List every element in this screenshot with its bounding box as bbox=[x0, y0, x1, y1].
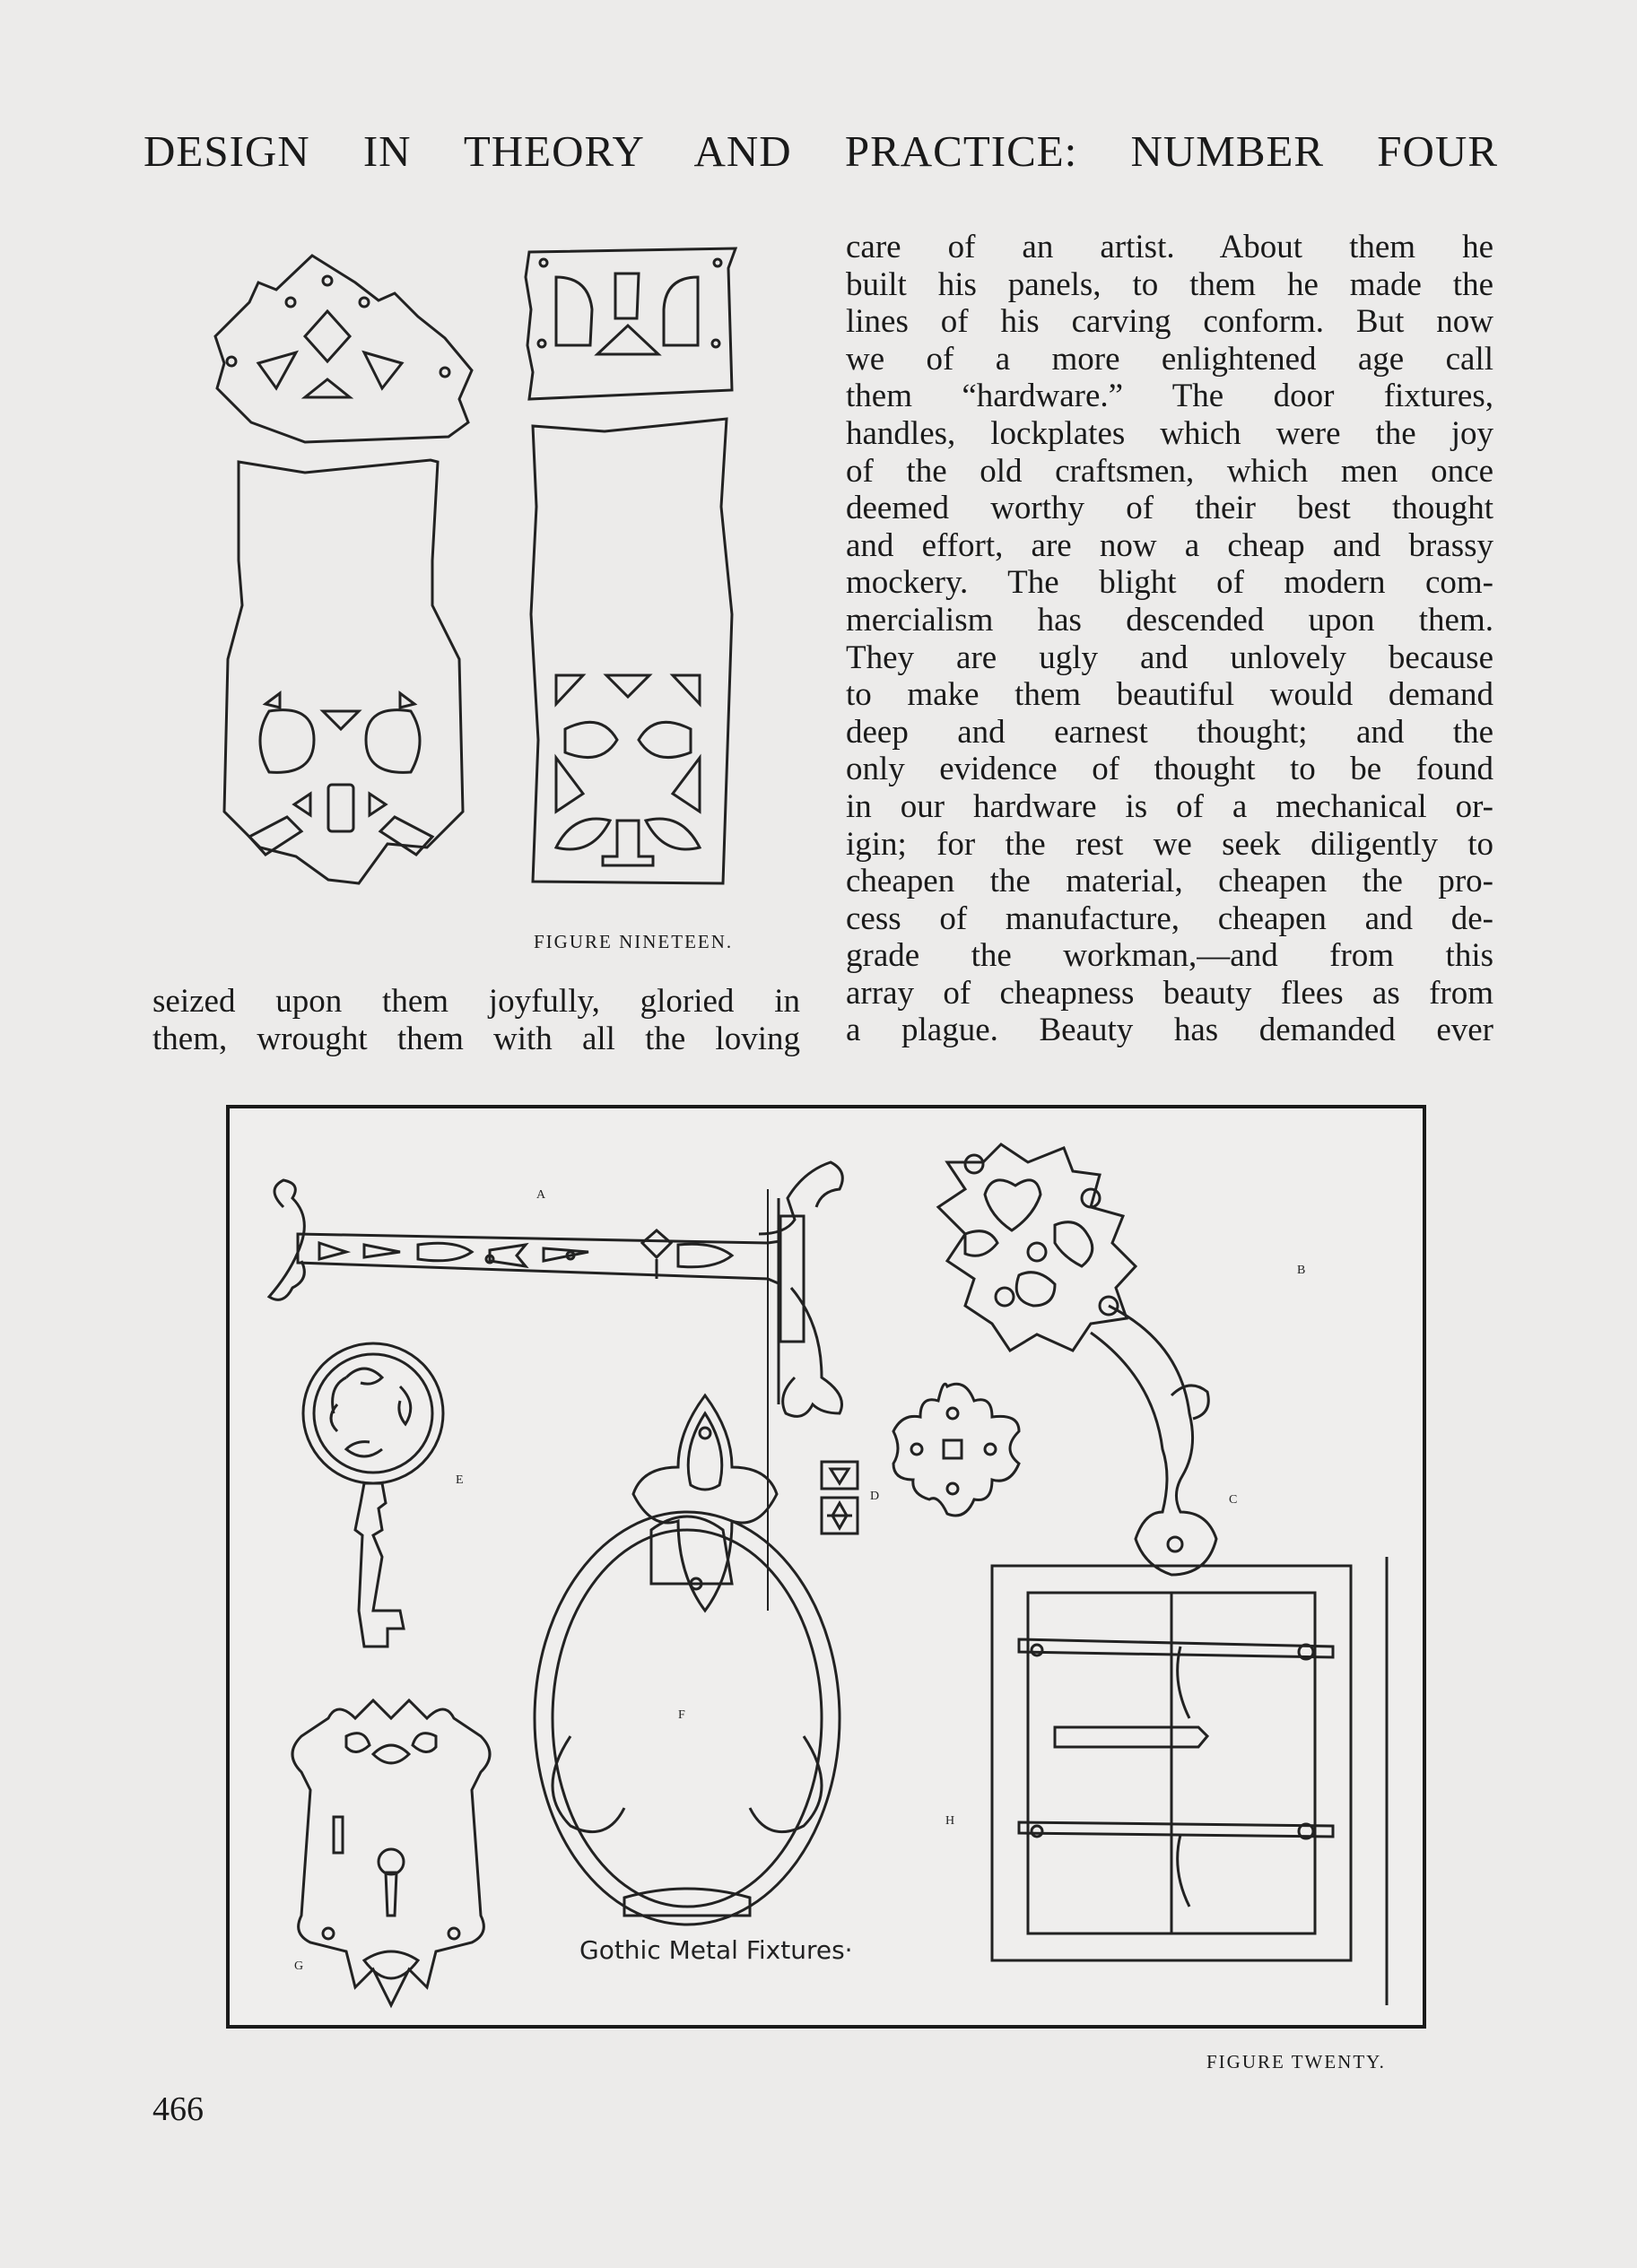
text-line: them, wrought them with all the loving bbox=[152, 1020, 800, 1057]
text-line: cess of manufacture, cheapen and de- bbox=[846, 899, 1493, 937]
small-fixtures-d bbox=[822, 1462, 858, 1534]
text-line: built his panels, to them he made the bbox=[846, 265, 1493, 303]
text-line: in our hardware is of a mechanical or- bbox=[846, 787, 1493, 825]
fixture-letter-f: F bbox=[678, 1708, 685, 1722]
text-line: lines of his carving conform. But now bbox=[846, 303, 1493, 341]
fixture-letter-a: A bbox=[536, 1188, 546, 1202]
text-line: and effort, are now a cheap and brassy bbox=[846, 526, 1493, 564]
text-line: we of a more enlightened age call bbox=[846, 340, 1493, 378]
text-line: seized upon them joyfully, gloried in bbox=[152, 983, 800, 1020]
figure-nineteen-caption: FIGURE NINETEEN. bbox=[534, 931, 734, 952]
left-plate-body bbox=[224, 460, 463, 883]
hinge-plate-b bbox=[938, 1144, 1216, 1575]
fixture-letter-c: C bbox=[1229, 1493, 1238, 1507]
rosette-c bbox=[893, 1384, 1019, 1516]
left-plate-top bbox=[215, 256, 472, 442]
lock-plate-g bbox=[292, 1700, 490, 2005]
gothic-fixtures-label: Gothic Metal Fixtures· bbox=[579, 1935, 853, 1965]
panel-door-h bbox=[992, 1557, 1387, 2005]
fixture-letter-d: D bbox=[870, 1490, 880, 1503]
page-title: DESIGN IN THEORY AND PRACTICE: NUMBER FOUR bbox=[144, 126, 1498, 176]
left-text-column bbox=[152, 983, 800, 1057]
text-line: of the old craftsmen, which men once bbox=[846, 452, 1493, 490]
figure-nineteen-drawing bbox=[179, 238, 825, 928]
figure-twenty-frame bbox=[226, 1105, 1426, 2029]
right-text-column bbox=[846, 229, 1493, 1049]
fixture-letter-e: E bbox=[456, 1473, 464, 1487]
text-line: igin; for the rest we seek diligently to bbox=[846, 825, 1493, 863]
text-line: deemed worthy of their best thought bbox=[846, 490, 1493, 527]
key-e bbox=[303, 1343, 443, 1647]
text-line: deep and earnest thought; and the bbox=[846, 713, 1493, 751]
fixture-letter-g: G bbox=[294, 1960, 304, 1973]
ring-pull-f bbox=[535, 1395, 840, 1925]
text-line: care of an artist. About them he bbox=[846, 229, 1493, 265]
text-line: mockery. The blight of modern com- bbox=[846, 564, 1493, 602]
text-line: a plague. Beauty has demanded ever bbox=[846, 1012, 1493, 1049]
fixture-letter-h: H bbox=[945, 1814, 955, 1828]
strap-hinge-a bbox=[269, 1162, 842, 1416]
text-line: them “hardware.” The door fixtures, bbox=[846, 378, 1493, 415]
text-line: cheapen the material, cheapen the pro- bbox=[846, 863, 1493, 900]
text-line: handles, lockplates which were the joy bbox=[846, 414, 1493, 452]
text-line: mercialism has descended upon them. bbox=[846, 601, 1493, 639]
figure-twenty-drawing bbox=[230, 1108, 1423, 2025]
text-line: array of cheapness beauty flees as from bbox=[846, 974, 1493, 1012]
right-plate-body bbox=[531, 419, 732, 883]
text-line: They are ugly and unlovely because bbox=[846, 639, 1493, 676]
figure-twenty-caption: FIGURE TWENTY. bbox=[1206, 2051, 1386, 2072]
text-line: only evidence of thought to be found bbox=[846, 751, 1493, 788]
page-number: 466 bbox=[152, 2090, 204, 2128]
text-line: grade the workman,—and from this bbox=[846, 937, 1493, 975]
text-line: to make them beautiful would demand bbox=[846, 676, 1493, 714]
fixture-letter-b: B bbox=[1297, 1264, 1306, 1277]
